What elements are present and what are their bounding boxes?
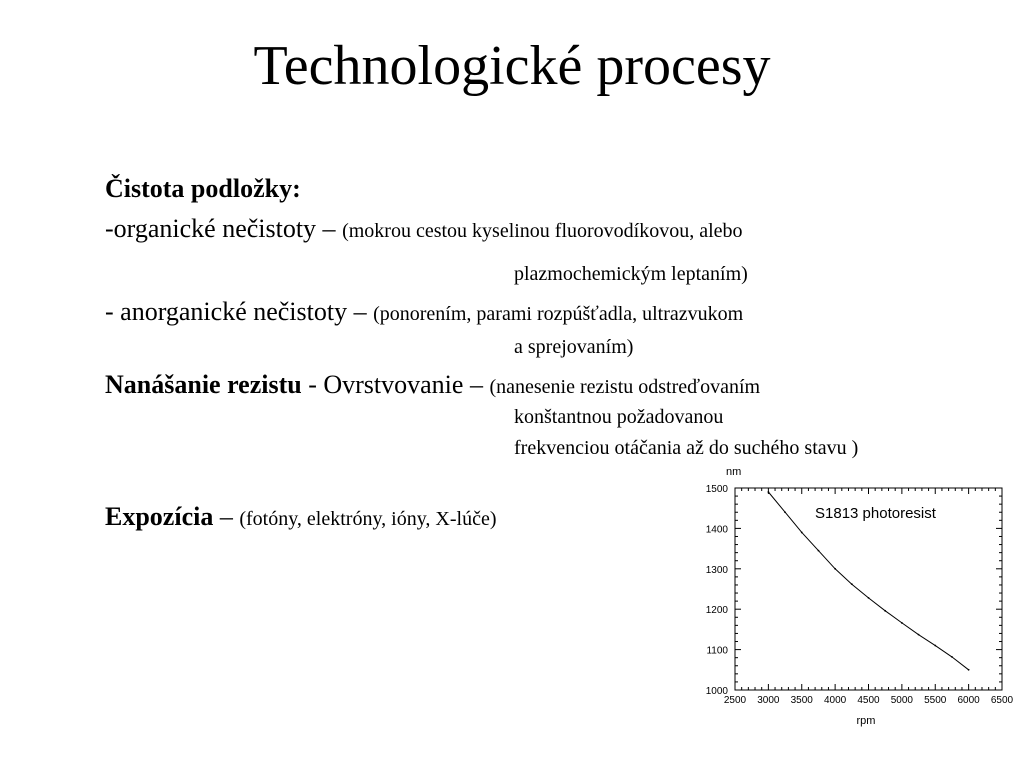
organic-row	[105, 214, 743, 244]
x-tick-label: 3000	[757, 695, 780, 706]
data-point	[767, 491, 769, 493]
resist-detail-continued-1: konštantnou požadovanou	[514, 406, 724, 428]
y-tick-label: 1000	[705, 686, 728, 697]
exposure-heading: Expozícia	[105, 502, 214, 531]
inorganic-detail-continued: a sprejovaním)	[514, 336, 634, 358]
y-tick-label: 1200	[705, 605, 728, 617]
x-tick-label: 6000	[957, 695, 980, 706]
x-tick-label: 3500	[790, 695, 813, 706]
resist-detail-continued-2: frekvenciou otáčania až do suchého stavu )	[514, 437, 859, 459]
y-tick-label: 1500	[705, 484, 728, 495]
organic-detail-continued: plazmochemickým leptaním)	[514, 263, 748, 285]
resist-row	[105, 370, 760, 400]
y-tick-label: 1400	[705, 524, 728, 536]
data-point	[868, 597, 870, 599]
organic-detail: (mokrou cestou kyselinou fluorovodíkovou, alebo	[342, 220, 743, 242]
inorganic-label: - anorganické nečistoty –	[105, 297, 374, 326]
x-tick-label: 6500	[990, 695, 1014, 706]
resist-label: - Ovrstvovanie –	[301, 370, 490, 399]
resist-heading: Nanášanie rezistu	[105, 370, 302, 399]
data-point	[934, 645, 936, 647]
x-tick-label: 4500	[857, 695, 880, 706]
data-point	[784, 511, 786, 513]
data-point	[851, 583, 853, 585]
chart-annotation: S1813 photoresist	[815, 505, 936, 522]
exposure-row	[105, 502, 496, 532]
x-tick-label: 4000	[824, 695, 847, 706]
x-axis-label: rpm	[856, 715, 876, 727]
spin-curve-chart	[680, 460, 1020, 730]
data-point	[918, 634, 920, 636]
data-point	[818, 550, 820, 552]
cistota-heading: Čistota podložky:	[105, 174, 301, 203]
exposure-detail: (fotóny, elektróny, ióny, X-lúče)	[239, 508, 497, 530]
slide-title: Technologické procesy	[253, 35, 771, 97]
exposure-label: –	[213, 502, 240, 531]
y-tick-label: 1300	[705, 564, 728, 576]
data-point	[901, 622, 903, 624]
organic-label: -organické nečistoty –	[105, 214, 343, 243]
x-tick-label: 2500	[723, 695, 747, 706]
data-point	[951, 656, 953, 658]
resist-detail: (nanesenie rezistu odstreďovaním	[489, 376, 761, 398]
y-axis-label: nm	[726, 466, 742, 478]
x-tick-label: 5000	[890, 695, 913, 706]
inorganic-row	[105, 297, 743, 327]
data-point	[968, 669, 970, 671]
data-point	[884, 610, 886, 612]
y-tick-label: 1100	[706, 645, 728, 657]
data-point	[834, 568, 836, 570]
data-point	[801, 532, 803, 534]
inorganic-detail: (ponorením, parami rozpúšťadla, ultrazvukom	[373, 303, 744, 325]
x-tick-label: 5500	[924, 695, 947, 706]
